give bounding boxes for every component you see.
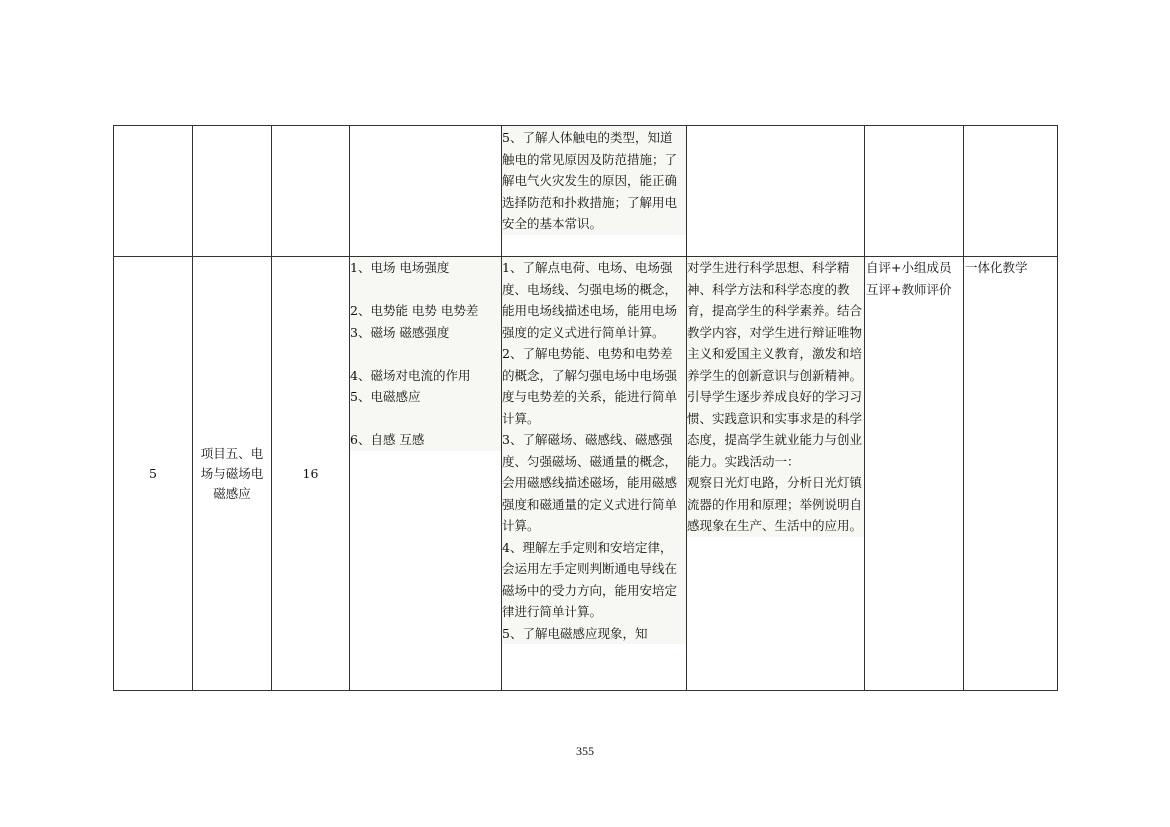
objectives-cell bbox=[502, 126, 687, 257]
syllabus-table bbox=[113, 125, 1058, 691]
project-cell bbox=[193, 126, 272, 257]
no-cell: 5 bbox=[114, 257, 193, 691]
method-text: 一体化教学 bbox=[965, 260, 1028, 275]
table-row-project-5 bbox=[114, 257, 1058, 691]
table-row-continuation bbox=[114, 126, 1058, 257]
method-cell bbox=[964, 257, 1058, 691]
hours-cell bbox=[272, 126, 350, 257]
ideology-cell bbox=[687, 126, 865, 257]
topics-text: 1、电场 电场强度 2、电势能 电势 电势差 3、磁场 磁感强度 4、磁场对电流的作用 5、电磁感应 6、自感 互感 bbox=[350, 257, 501, 451]
method-cell bbox=[964, 126, 1058, 257]
no-cell bbox=[114, 126, 193, 257]
ideology-cell bbox=[687, 257, 865, 691]
objectives-text: 1、了解点电荷、电场、电场强度、电场线、匀强电场的概念，能用电场线描述电场，能用电场强度的定义式进行简单计算。 2、了解电势能、电势和电势差的概念，了解匀强电场中电场强度与电势差的关系，能进行简单计算。 3、了解磁场、磁感线、磁感强度、匀强磁场、磁通量的概念，会用磁感线描述磁场，能用磁感强度和磁通量的定义式进行简单计算。 4、理解左手定则和安培定律，会运用左手定则判断通电导线在磁场中的受力方向，能用安培定律进行简单计算。 5、了解电磁感应现象，知 bbox=[502, 257, 686, 644]
topics-cell bbox=[350, 257, 502, 691]
assessment-cell bbox=[865, 126, 964, 257]
project-name: 项目五、电场与磁场电磁感应 bbox=[200, 445, 264, 501]
hours-cell: 16 bbox=[272, 257, 350, 691]
ideology-text: 对学生进行科学思想、科学精神、科学方法和科学态度的教育，提高学生的科学素养。结合教学内容，对学生进行辩证唯物主义和爱国主义教育，激发和培养学生的创新意识与创新精神。引导学生逐步养成良好的学习习惯、实践意识和实事求是的科学态度，提高学生就业能力与创业能力。实践活动一： 观察日光灯电路，分析日光灯镇流器的作用和原理；举例说明自感现象在生产、生活中的应用。 bbox=[687, 257, 864, 537]
objectives-text: 5、了解人体触电的类型，知道触电的常见原因及防范措施；了解电气火灾发生的原因，能正确选择防范和扑救措施；了解用电安全的基本常识。 bbox=[502, 126, 686, 235]
project-cell bbox=[193, 257, 272, 691]
assessment-text: 自评+小组成员互评+教师评价 bbox=[866, 260, 952, 297]
topics-cell bbox=[350, 126, 502, 257]
page-number: 355 bbox=[576, 744, 594, 758]
objectives-cell bbox=[502, 257, 687, 691]
assessment-cell bbox=[865, 257, 964, 691]
